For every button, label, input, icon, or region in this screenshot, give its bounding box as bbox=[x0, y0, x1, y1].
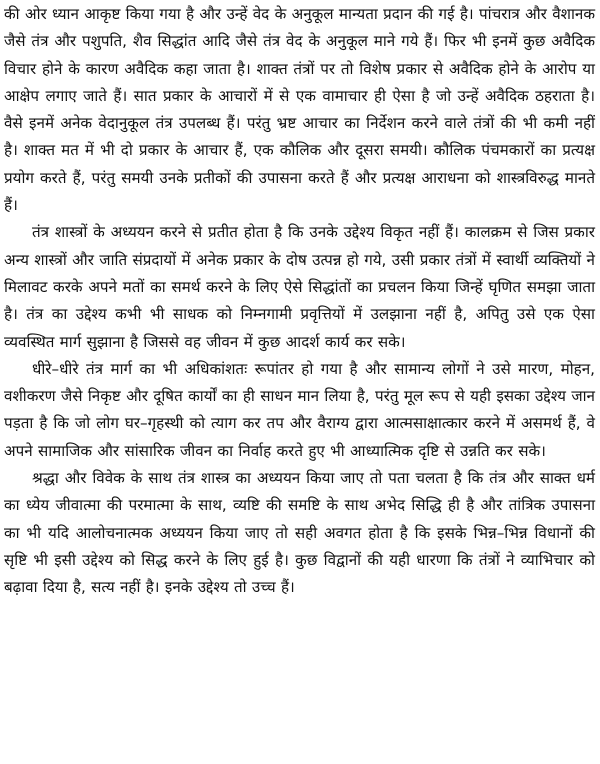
paragraph-2: तंत्र शास्त्रों के अध्ययन करने से प्रतीत होता है कि उनके उद्देश्य विकृत नहीं हैं। कालक्रम से जिस प्रकार अन्य शास्त्रों और जाति संप्रदायों में अनेक प्रकार के दोष उत्पन्न हो गये, उसी प्रकार तंत्रों में स्वार्थी व्यक्तियों ने मिलावट करके अपने मतों का समर्थ करने के लिए ऐसे सिद्धांतों का प्रचलन किया जिन्हें घृणित समझा जाता है। तंत्र का उद्देश्य कभी भी साधक को निम्नगामी प्रवृत्तियों में उलझाना नहीं है, अपितु उसे एक ऐसा व्यवस्थित मार्ग सुझाना है जिससे वह जीवन में कुछ आदर्श कार्य कर सके। bbox=[4, 223, 595, 351]
paragraph-4: श्रद्धा और विवेक के साथ तंत्र शास्त्र का अध्ययन किया जाए तो पता चलता है कि तंत्र और साक्त धर्म का ध्येय जीवात्मा की परमात्मा के साथ, व्यष्टि की समष्टि के साथ अभेद सिद्धि ही है और तांत्रिक उपासना का भी यदि आलोचनात्मक अध्ययन किया जाए तो सही अवगत होता है कि इसके भिन्न–भिन्न विधानों की सृष्टि भी इसी उद्देश्य को सिद्ध करने के लिए हुई है। कुछ विद्वानों की यही धारणा कि तंत्रों ने व्याभिचार को बढ़ावा दिया है, सत्य नहीं है। इनके उद्देश्य तो उच्च हैं। bbox=[4, 469, 595, 597]
paragraph-1: की ओर ध्यान आकृष्ट किया गया है और उन्हें वेद के अनुकूल मान्यता प्रदान की गई है। पांचरात्र और वैशानक जैसे तंत्र और पशुपति, शैव सिद्धांत आदि जैसे तंत्र वेद के अनुकूल माने गये हैं। फिर भी इनमें कुछ अवैदिक विचार होने के कारण अवैदिक कहा जाता है। शाक्त तंत्रों पर तो विशेष प्रकार से अवैदिक होने के आरोप या आक्षेप लगाए जाते हैं। सात प्रकार के आचारों में से एक वामाचार ही ऐसा है जो उन्हें अवैदिक ठहराता है। वैसे इनमें अनेक वेदानुकूल तंत्र उपलब्ध हैं। परंतु भ्रष्ट आचार का निर्देशन करने वाले तंत्रों की भी कमी नहीं है। शाक्त मत में भी दो प्रकार के आचार हैं, एक कौलिक और दूसरा समयी। कौलिक पंचमकारों का प्रत्यक्ष प्रयोग करते हैं, परंतु समयी उनके प्रतीकों की उपासना करते हैं और प्रत्यक्ष आराधना को शास्त्रविरुद्ध मानते हैं। bbox=[4, 5, 595, 215]
paragraph-3: धीरे–धीरे तंत्र मार्ग का भी अधिकांशतः रूपांतर हो गया है और सामान्य लोगों ने उसे मारण, मोहन, वशीकरण जैसे निकृष्ट और दूषित कार्यों का ही साधन मान लिया है, परंतु मूल रूप से यही इसका उद्देश्य जान पड़ता है कि जो लोग घर–गृहस्थी को त्याग कर तप और वैराग्य द्वारा आत्मसाक्षात्कार करने में असमर्थ हैं, वे अपने सामाजिक और सांसारिक जीवन का निर्वाह करते हुए भी आध्यात्मिक दृष्टि से उन्नति कर सके। bbox=[4, 359, 595, 460]
